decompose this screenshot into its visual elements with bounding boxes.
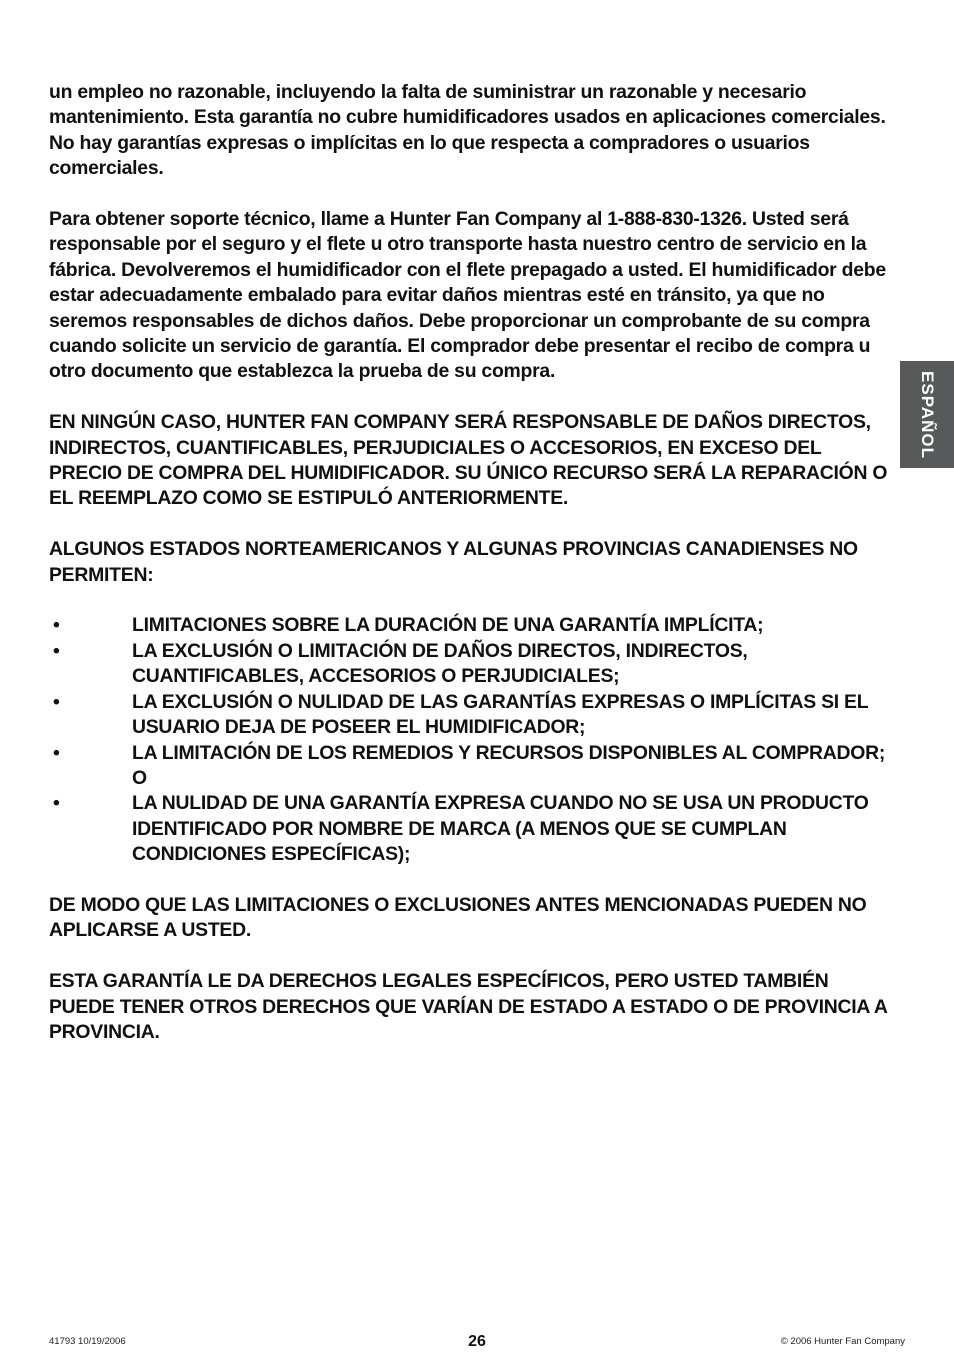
list-item [49, 690, 899, 741]
bullet-icon: • [53, 741, 60, 764]
paragraph-technical-support: Para obtener soporte técnico, llame a Hunter Fan Company al 1-888-830-1326. Usted será responsable por el seguro y el flete u otro transporte hasta nuestro centro de servicio en la fábrica. Devolveremos el humidificador con el flete prepagado a usted. El humidificador debe estar adecuadamente embalado para evitar daños mientras esté en tránsito, ya que no seremos responsables de dichos daños. Debe proporcionar un comprobante de su compra cuando solicite un servicio de garantía. El comprador debe presentar el recibo de compra u otro documento que establezca la prueba de su compra. [49, 208, 886, 383]
page-number: 26 [468, 1333, 486, 1350]
document-body [49, 80, 899, 1071]
paragraph-may-not-apply: DE MODO QUE LAS LIMITACIONES O EXCLUSIONES ANTES MENCIONADAS PUEDEN NO APLICARSE A USTED. [49, 893, 867, 942]
paragraph-commercial-use: un empleo no razonable, incluyendo la falta de suministrar un razonable y necesario mantenimiento. Esta garantía no cubre humidificadores usados en aplicaciones comerciales. No hay garantías expresas o implícitas en lo que respecta a compradores o usuarios comerciales. [49, 81, 886, 180]
bullet-icon: • [53, 792, 60, 815]
paragraph-legal-rights: ESTA GARANTÍA LE DA DERECHOS LEGALES ESPECÍFICOS, PERO USTED TAMBIÉN PUEDE TENER OTROS DERECHOS QUE VARÍAN DE ESTADO A ESTADO O DE PROVINCIA A PROVINCIA. [49, 970, 887, 1043]
footer-copyright: © 2006 Hunter Fan Company [780, 1336, 905, 1347]
language-side-tab [900, 361, 954, 468]
list-item [49, 639, 899, 690]
bullet-icon: • [53, 690, 60, 713]
list-item-text: LIMITACIONES SOBRE LA DURACIÓN DE UNA GARANTÍA IMPLÍCITA; [132, 614, 764, 637]
list-item-text: LA LIMITACIÓN DE LOS REMEDIOS Y RECURSOS DISPONIBLES AL COMPRADOR; O [132, 741, 886, 789]
language-tab-label: ESPAÑOL [918, 370, 937, 459]
list-item-text: LA EXCLUSIÓN O LIMITACIÓN DE DAÑOS DIRECTOS, INDIRECTOS, CUANTIFICABLES, ACCESORIOS O PERJUDICIALES; [132, 639, 748, 688]
list-item [49, 613, 899, 638]
list-item [49, 741, 899, 792]
list-item-text: LA EXCLUSIÓN O NULIDAD DE LAS GARANTÍAS EXPRESAS O IMPLÍCITAS SI EL USUARIO DEJA DE POSEER EL HUMIDIFICADOR; [132, 690, 868, 739]
limitations-list [49, 613, 899, 867]
bullet-icon: • [53, 639, 60, 662]
paragraph-liability-limit: EN NINGÚN CASO, HUNTER FAN COMPANY SERÁ RESPONSABLE DE DAÑOS DIRECTOS, INDIRECTOS, CUANTIFICABLES, PERJUDICIALES O ACCESORIOS, EN EXCESO DEL PRECIO DE COMPRA DEL HUMIDIFICADOR. SU ÚNICO RECURSO SERÁ LA REPARACIÓN O EL REEMPLAZO COMO SE ESTIPULÓ ANTERIORMENTE. [49, 411, 888, 510]
bullet-icon: • [53, 614, 60, 637]
footer-document-code: 41793 10/19/2006 [49, 1336, 126, 1347]
list-item [49, 791, 899, 867]
list-item-text: LA NULIDAD DE UNA GARANTÍA EXPRESA CUANDO NO SE USA UN PRODUCTO IDENTIFICADO POR NOMBRE DE MARCA (A MENOS QUE SE CUMPLAN CONDICIONES ESPECÍFICAS); [132, 792, 869, 866]
paragraph-states-provinces: ALGUNOS ESTADOS NORTEAMERICANOS Y ALGUNAS PROVINCIAS CANADIENSES NO PERMITEN: [49, 538, 858, 586]
